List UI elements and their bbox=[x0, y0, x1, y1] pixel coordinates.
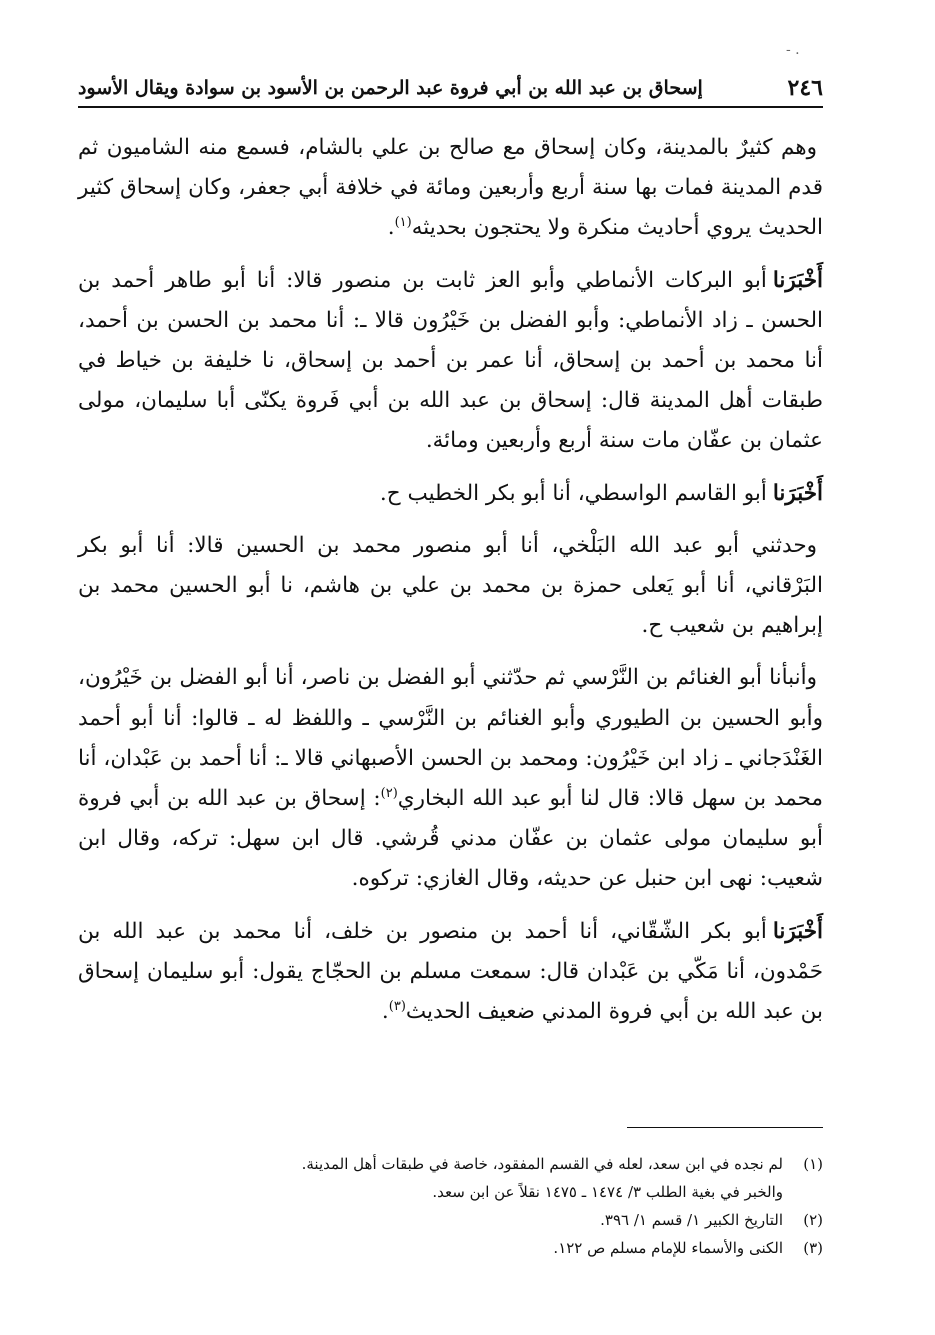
paragraph-text: وحدثني أبو عبد الله البَلْخي، أنا أبو منصور محمد بن الحسين قالا: أنا أبو بكر البَرْقاني، أنا أبو يَعلى حمزة بن محمد بن علي بن هاشم، نا أبو الحسين محمد بن إبراهيم بن شعيب ح. bbox=[78, 532, 823, 639]
paragraph bbox=[78, 658, 823, 899]
footnote-ref[interactable]: (٣) bbox=[388, 998, 406, 1014]
paragraph-tail: : إسحاق بن عبد الله بن أبي فروة أبو سليمان مولى عثمان بن عفّان مدني قُرشي. قال ابن سهل: تركه، وقال ابن شعيب: نهى ابن حنبل عن حديثه، وقال الغازي: تركوه. bbox=[78, 786, 823, 892]
paragraph bbox=[78, 526, 823, 647]
paragraph-lead-word: أَخْبَرَنا bbox=[772, 267, 823, 293]
footnote-number: (٣) bbox=[803, 1239, 823, 1257]
paragraph-lead-word: أَخْبَرَنا bbox=[772, 480, 823, 506]
running-title: إسحاق بن عبد الله بن أبي فروة عبد الرحمن بن الأسود بن سوادة ويقال الأسود bbox=[78, 77, 703, 99]
paragraph-lead-word: أَخْبَرَنا bbox=[772, 918, 823, 944]
footnote bbox=[78, 1150, 823, 1178]
footnote-divider bbox=[627, 1127, 823, 1128]
paragraph bbox=[78, 128, 823, 249]
footnotes bbox=[78, 1150, 823, 1262]
footnote bbox=[78, 1206, 823, 1234]
page-header bbox=[78, 70, 823, 108]
paragraph-text: أبو بكر الشّقّاني، أنا أحمد بن منصور بن خلف، أنا محمد بن عبد الله بن حَمْدون، أنا مَكّي بن عَبْدان قال: سمعت مسلم بن الحجّاج يقول: أبو سليمان إسحاق بن عبد الله بن أبي فروة المدني ضعيف الحديث bbox=[78, 918, 823, 1025]
footnote-ref[interactable]: (١) bbox=[394, 215, 412, 231]
corner-mark: - . bbox=[786, 42, 800, 58]
footnote-ref[interactable]: (٢) bbox=[380, 785, 398, 801]
footnote-text: الكنى والأسماء للإمام مسلم ص ١٢٢. bbox=[553, 1239, 783, 1257]
footnote-text: التاريخ الكبير ١/ قسم ١/ ٣٩٦. bbox=[600, 1211, 783, 1229]
paragraph-tail: . bbox=[387, 215, 395, 241]
page-number: ٢٤٦ bbox=[787, 75, 823, 101]
footnote bbox=[78, 1234, 823, 1262]
paragraph-text: أبو القاسم الواسطي، أنا أبو بكر الخطيب ح. bbox=[379, 480, 767, 506]
paragraph bbox=[78, 261, 823, 462]
paragraph bbox=[78, 912, 823, 1033]
paragraph bbox=[78, 474, 823, 514]
footnote-number: (٢) bbox=[803, 1211, 823, 1229]
paragraph-tail: . bbox=[381, 999, 389, 1025]
paragraph-text: وهم كثيرٌ بالمدينة، وكان إسحاق مع صالح بن علي بالشام، فسمع منه الشاميون ثم قدم المدينة فمات بها سنة أربع وأربعين ومائة في خلافة أبي جعفر، وكان إسحاق كثير الحديث يروي أحاديث منكرة ولا يحتجون بحديثه bbox=[78, 135, 823, 241]
paragraph-text: وأنبأنا أبو الغنائم بن النَّرْسي ثم حدّثني أبو الفضل بن ناصر، أنا أبو الفضل بن خَيْرُون، وأبو الحسين بن الطيوري وأبو الغنائم بن النَّرْسي ـ واللفظ له ـ قالوا: أنا أبو أحمد الغَنْدَجاني ـ زاد ابن خَيْرُون: ومحمد بن الحسن الأصبهاني قالا ـ: أنا أحمد بن عَبْدان، أنا محمد بن سهل قالا: قال لنا أبو عبد الله البخاري bbox=[78, 665, 823, 812]
footnote-number: (١) bbox=[803, 1155, 823, 1173]
main-text bbox=[78, 128, 823, 1032]
paragraph-text: أبو البركات الأنماطي وأبو العز ثابت بن منصور قالا: أنا أبو طاهر أحمد بن الحسن ـ زاد الأنماطي: وأبو الفضل بن خَيْرُون قالا ـ: أنا محمد بن الحسن بن أحمد، أنا محمد بن أحمد بن إسحاق، أنا عمر بن أحمد بن إسحاق، نا خليفة بن خياط في طبقات أهل المدينة قال: إسحاق بن عبد الله بن أبي فَروة يكنّى أبا سليمان، مولى عثمان بن عفّان مات سنة أربع وأربعين ومائة. bbox=[78, 267, 824, 454]
footnote-text: لم نجده في ابن سعد، لعله في القسم المفقود، خاصة في طبقات أهل المدينة. bbox=[301, 1155, 783, 1173]
footnote-continuation: والخبر في بغية الطلب ٣/ ١٤٧٤ ـ ١٤٧٥ نقلاً عن ابن سعد. bbox=[432, 1183, 783, 1201]
